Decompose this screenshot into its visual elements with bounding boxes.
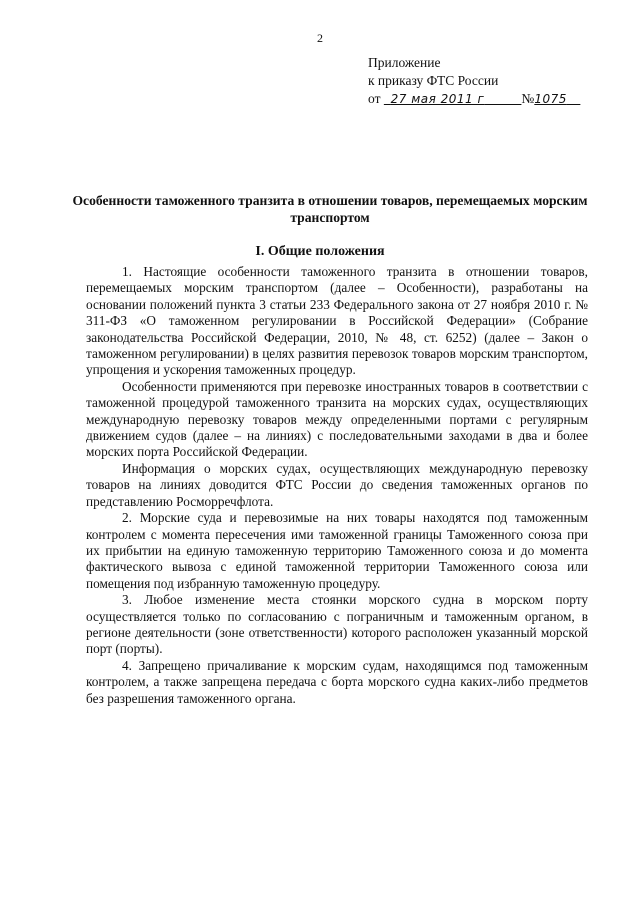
number-value: 1075: [534, 92, 567, 106]
appendix-line-1: Приложение: [368, 55, 441, 70]
appendix-line-2: к приказу ФТС России: [368, 73, 499, 88]
date-prefix: от: [368, 91, 381, 106]
document-body: [86, 264, 588, 707]
date-value: 27 мая 2011 г: [390, 92, 485, 106]
number-field: [534, 91, 580, 106]
paragraph-1: 1. Настоящие особенности таможенного транзита в отношении товаров, перемещаемых морским транспортом (далее – Особенности), разработаны на основании положений пункта 3 статьи 233 Федерального закона от 27 ноября 2010 г. № 311-ФЗ «О таможенном регулировании в Российской Федерации» (Собрание законодательства Российской Федерации, 2010, № 48, ст. 6252) (далее – Закон о таможенном регулировании) в целях развития перевозок товаров морским транспортом, упрощения и ускорения таможенных процедур.: [86, 264, 588, 378]
document-title: Особенности таможенного транзита в отношении товаров, перемещаемых морским транспортом: [72, 193, 588, 225]
appendix-date-line: [368, 90, 580, 108]
number-prefix: №: [521, 91, 535, 106]
paragraph-3: Информация о морских судах, осуществляющих международную перевозку товаров на линиях доводится ФТС России до сведения таможенных органов по представлению Росморречфлота.: [86, 460, 588, 509]
page-number: 2: [317, 31, 323, 45]
paragraph-4: 2. Морские суда и перевозимые на них товары находятся под таможенным контролем с момента пересечения ими таможенной границы Таможенного союза при их прибытии на единую таможенную территорию Таможенного союза и до момента фактического вывоза с единой таможенной территории Таможенного союза или помещения под избранную таможенную процедуру.: [86, 510, 588, 591]
paragraph-2: Особенности применяются при перевозке иностранных товаров в соответствии с таможенной процедурой таможенного транзита на морских судах, осуществляющих международную перевозку товаров между определенными портами с регулярным движением судов (далее – на линиях) с последовательными заходами в два и более морских порта Российской Федерации.: [86, 378, 588, 460]
paragraph-5: 3. Любое изменение места стоянки морского судна в морском порту осуществляется только по согласованию с пограничным и таможенным органом, в регионе деятельности (зоне ответственности) которого расположен указанный морской порт (порты).: [86, 592, 588, 657]
paragraph-6: 4. Запрещено причаливание к морским судам, находящимся под таможенным контролем, а также запрещена передача с борта морского судна каких-либо предметов без разрешения таможенного органа.: [86, 657, 588, 706]
appendix-header: [368, 54, 580, 108]
section-title: I. Общие положения: [255, 244, 385, 259]
date-field: [384, 91, 522, 106]
